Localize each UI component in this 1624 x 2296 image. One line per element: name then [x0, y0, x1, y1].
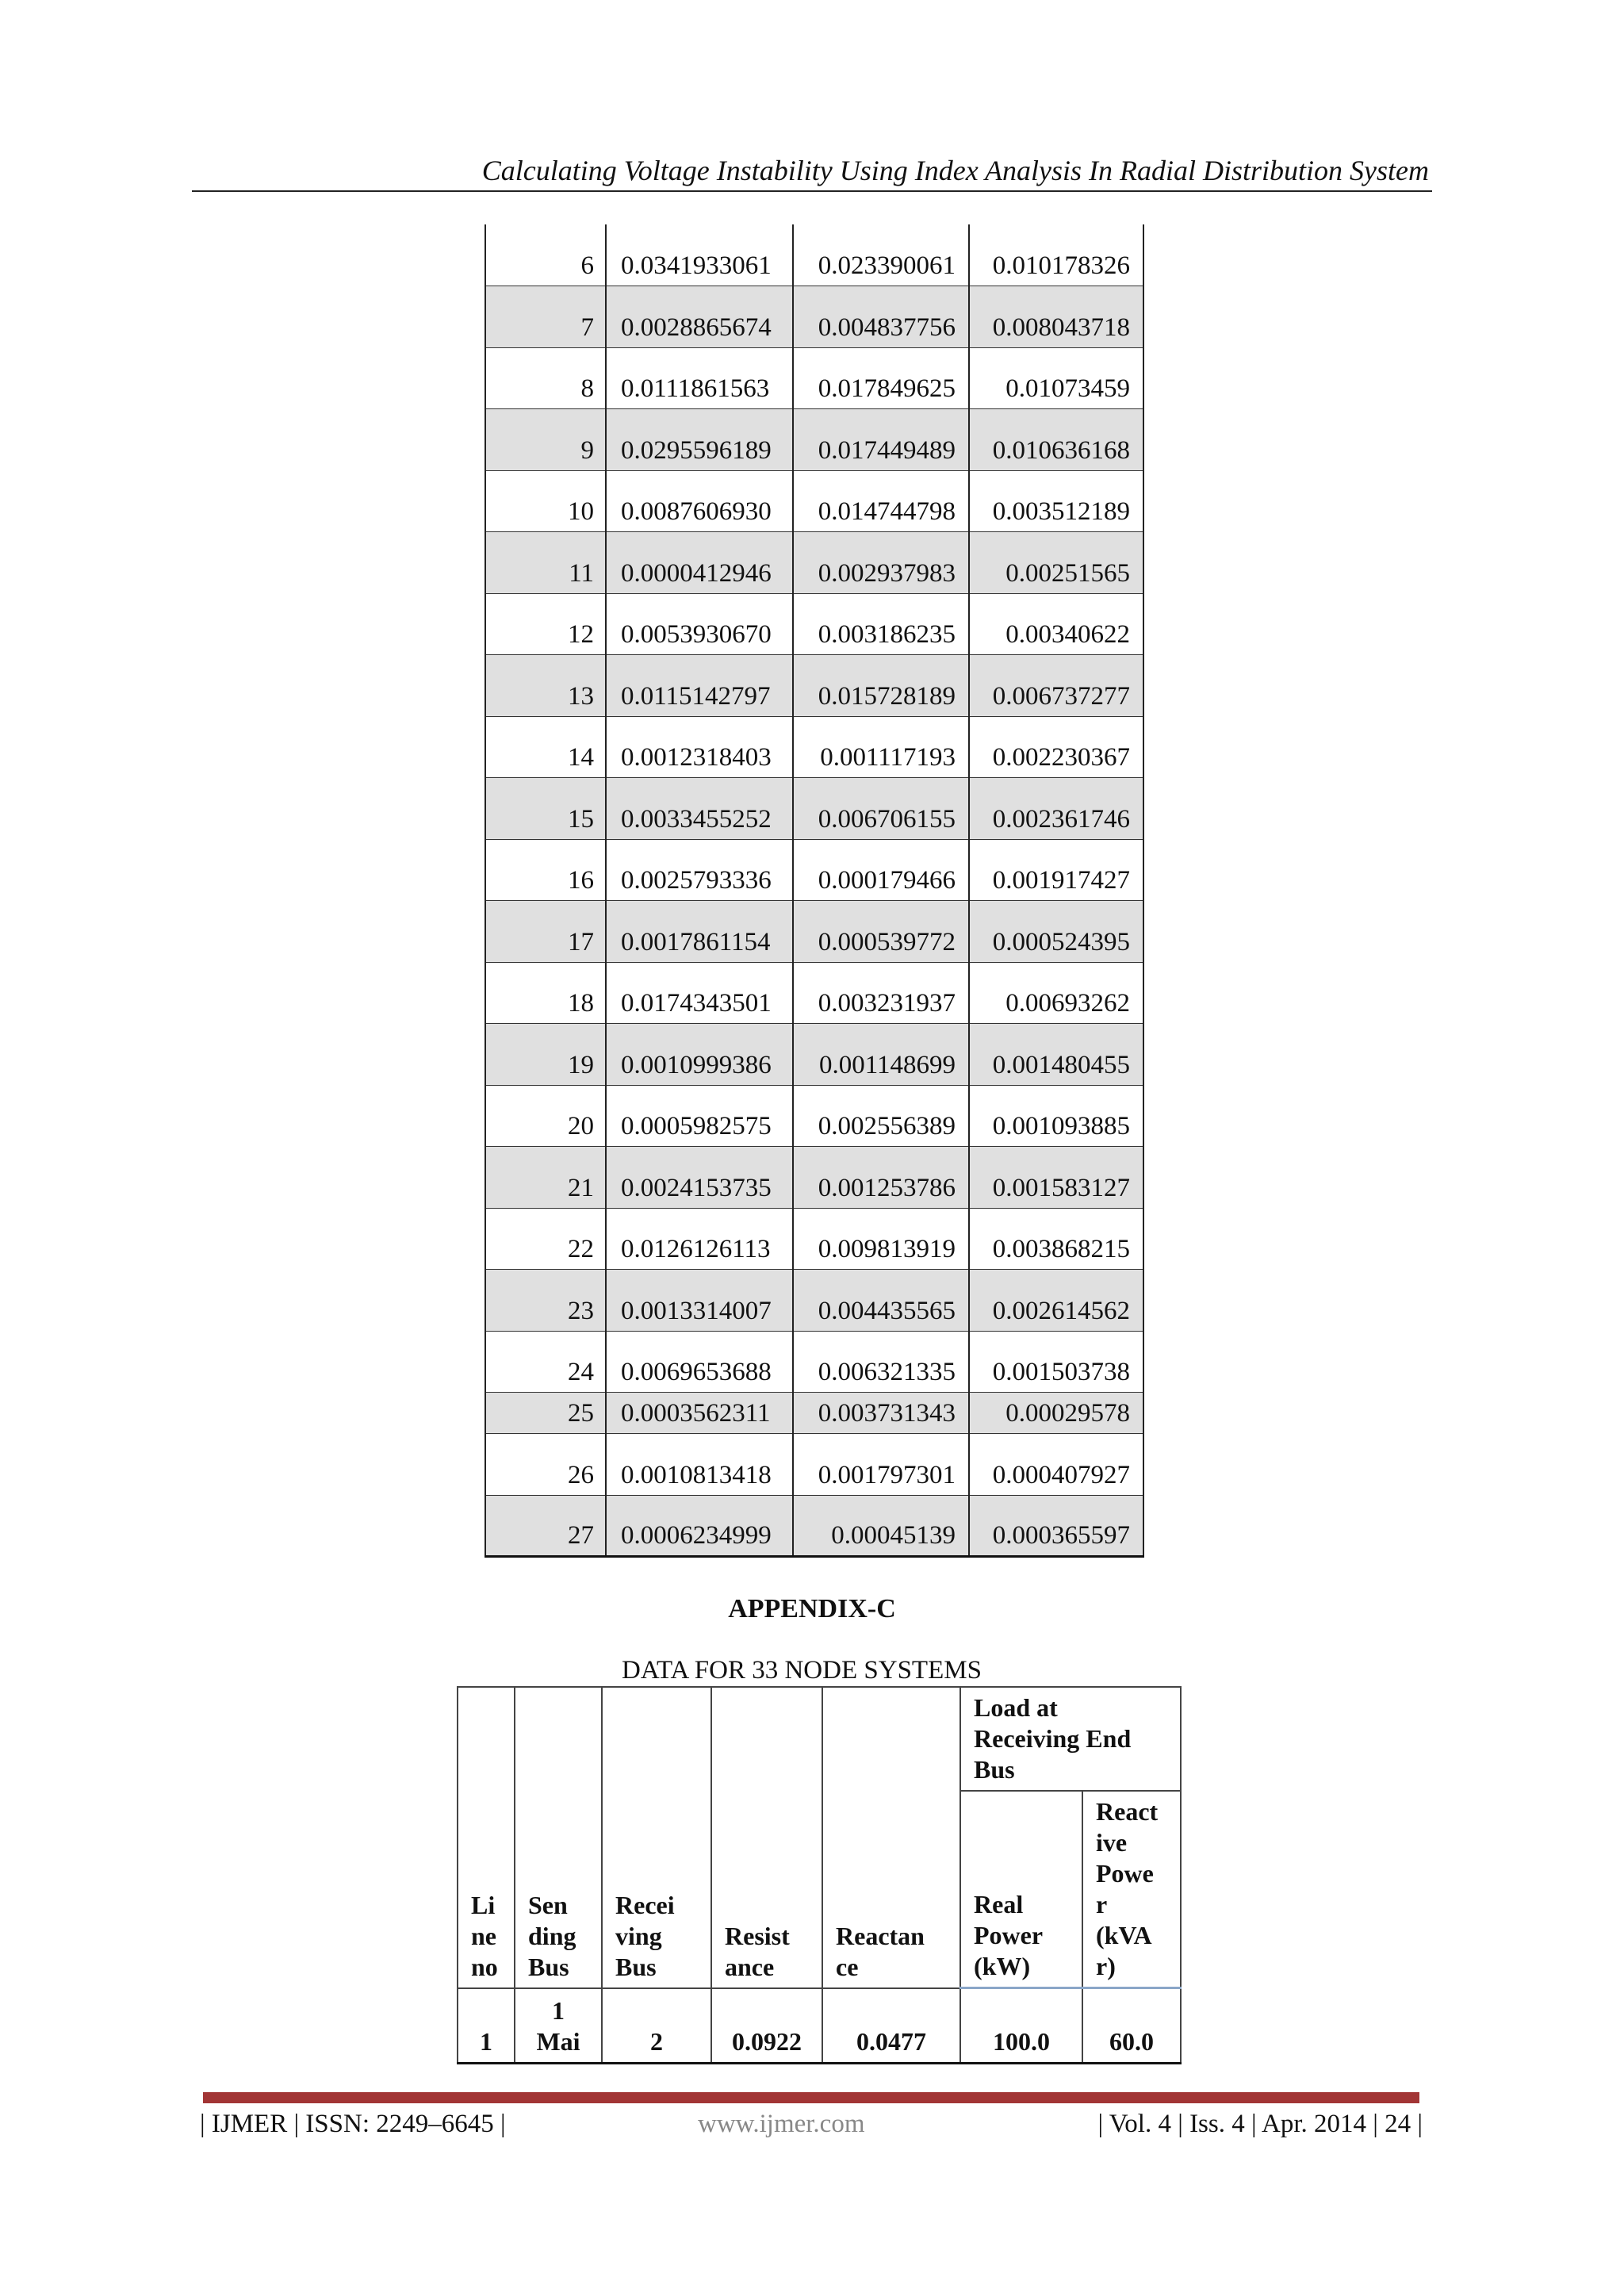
value-cell: 0.008043718 — [969, 286, 1143, 348]
cell-real-power: 100.0 — [960, 1988, 1082, 2064]
value-cell: 0.002361746 — [969, 778, 1143, 840]
value-cell: 0.0174343501 — [606, 962, 793, 1024]
node-system-data-table — [457, 1686, 1182, 2064]
value-cell: 0.006321335 — [793, 1331, 969, 1393]
table-row — [485, 901, 1143, 963]
table-row — [485, 1331, 1143, 1393]
value-cell: 0.001093885 — [969, 1085, 1143, 1147]
table-row — [485, 1024, 1143, 1086]
value-cell: 0.003731343 — [793, 1393, 969, 1434]
row-number-cell: 11 — [485, 532, 606, 594]
row-number-cell: 15 — [485, 778, 606, 840]
value-cell: 0.001917427 — [969, 839, 1143, 901]
row-number-cell: 8 — [485, 347, 606, 409]
value-cell: 0.0341933061 — [606, 224, 793, 286]
value-cell: 0.0010813418 — [606, 1434, 793, 1496]
value-cell: 0.0126126113 — [606, 1208, 793, 1270]
value-cell: 0.009813919 — [793, 1208, 969, 1270]
value-cell: 0.0012318403 — [606, 716, 793, 778]
cell-receiving-bus: 2 — [602, 1988, 711, 2064]
value-cell: 0.006706155 — [793, 778, 969, 840]
value-cell: 0.0003562311 — [606, 1393, 793, 1434]
value-cell: 0.001253786 — [793, 1147, 969, 1209]
row-number-cell: 12 — [485, 593, 606, 655]
value-cell: 0.000524395 — [969, 901, 1143, 963]
value-cell: 0.0025793336 — [606, 839, 793, 901]
header-line-no: Li ne no — [458, 1687, 515, 1988]
header-receiving-bus: Recei ving Bus — [602, 1687, 711, 1988]
table-row — [485, 655, 1143, 717]
running-title: Calculating Voltage Instability Using Index Analysis In Radial Distribution System — [481, 155, 1429, 186]
value-cell: 0.002614562 — [969, 1270, 1143, 1332]
value-cell: 0.0111861563 — [606, 347, 793, 409]
cell-reactance: 0.0477 — [822, 1988, 960, 2064]
appendix-title: APPENDIX-C — [728, 1594, 896, 1623]
value-cell: 0.003231937 — [793, 962, 969, 1024]
value-cell: 0.0053930670 — [606, 593, 793, 655]
value-cell: 0.00029578 — [969, 1393, 1143, 1434]
value-cell: 0.0010999386 — [606, 1024, 793, 1086]
value-cell: 0.015728189 — [793, 655, 969, 717]
table-caption: DATA FOR 33 NODE SYSTEMS — [622, 1656, 982, 1685]
value-cell: 0.003512189 — [969, 470, 1143, 532]
value-cell: 0.0087606930 — [606, 470, 793, 532]
row-number-cell: 10 — [485, 470, 606, 532]
row-number-cell: 9 — [485, 409, 606, 471]
value-cell: 0.01073459 — [969, 347, 1143, 409]
row-number-cell: 19 — [485, 1024, 606, 1086]
value-cell: 0.00693262 — [969, 962, 1143, 1024]
table-row — [485, 778, 1143, 840]
value-cell: 0.006737277 — [969, 655, 1143, 717]
table-row — [485, 470, 1143, 532]
value-cell: 0.004837756 — [793, 286, 969, 348]
header-sending-bus: Sen ding Bus — [515, 1687, 602, 1988]
value-cell: 0.000539772 — [793, 901, 969, 963]
cell-sending-bus: 1 Mai — [515, 1988, 602, 2064]
value-cell: 0.004435565 — [793, 1270, 969, 1332]
value-cell: 0.002937983 — [793, 532, 969, 594]
header-reactance: Reactan ce — [822, 1687, 960, 1988]
table-row — [485, 839, 1143, 901]
table-row — [485, 1085, 1143, 1147]
row-number-cell: 18 — [485, 962, 606, 1024]
table-row — [485, 593, 1143, 655]
row-number-cell: 21 — [485, 1147, 606, 1209]
table-row — [485, 347, 1143, 409]
value-cell: 0.001480455 — [969, 1024, 1143, 1086]
value-cell: 0.023390061 — [793, 224, 969, 286]
index-values-table — [485, 224, 1144, 1558]
value-cell: 0.0005982575 — [606, 1085, 793, 1147]
value-cell: 0.010636168 — [969, 409, 1143, 471]
table-row — [485, 409, 1143, 471]
value-cell: 0.001117193 — [793, 716, 969, 778]
value-cell: 0.00340622 — [969, 593, 1143, 655]
header-resistance: Resist ance — [711, 1687, 822, 1988]
row-number-cell: 14 — [485, 716, 606, 778]
value-cell: 0.001503738 — [969, 1331, 1143, 1393]
value-cell: 0.001797301 — [793, 1434, 969, 1496]
value-cell: 0.0069653688 — [606, 1331, 793, 1393]
cell-reactive-power: 60.0 — [1082, 1988, 1181, 2064]
value-cell: 0.0295596189 — [606, 409, 793, 471]
row-number-cell: 7 — [485, 286, 606, 348]
row-number-cell: 17 — [485, 901, 606, 963]
value-cell: 0.014744798 — [793, 470, 969, 532]
table-row — [485, 224, 1143, 286]
value-cell: 0.017449489 — [793, 409, 969, 471]
row-number-cell: 27 — [485, 1495, 606, 1557]
table-row — [485, 1208, 1143, 1270]
cell-line-no: 1 — [458, 1988, 515, 2064]
value-cell: 0.001148699 — [793, 1024, 969, 1086]
table-row — [485, 286, 1143, 348]
table-row — [485, 1434, 1143, 1496]
value-cell: 0.002556389 — [793, 1085, 969, 1147]
value-cell: 0.0115142797 — [606, 655, 793, 717]
row-number-cell: 20 — [485, 1085, 606, 1147]
value-cell: 0.0024153735 — [606, 1147, 793, 1209]
footer-website-link[interactable]: www.ijmer.com — [698, 2110, 865, 2138]
value-cell: 0.00045139 — [793, 1495, 969, 1557]
cell-resistance: 0.0922 — [711, 1988, 822, 2064]
value-cell: 0.0006234999 — [606, 1495, 793, 1557]
table-row — [485, 962, 1143, 1024]
value-cell: 0.00251565 — [969, 532, 1143, 594]
table-row — [485, 1270, 1143, 1332]
value-cell: 0.003868215 — [969, 1208, 1143, 1270]
row-number-cell: 24 — [485, 1331, 606, 1393]
header-load: Load at Receiving End Bus — [960, 1687, 1181, 1791]
header-rule — [192, 190, 1432, 192]
table-row — [485, 1495, 1143, 1557]
value-cell: 0.001583127 — [969, 1147, 1143, 1209]
value-cell: 0.0033455252 — [606, 778, 793, 840]
header-real-power: Real Power (kW) — [960, 1791, 1082, 1988]
row-number-cell: 13 — [485, 655, 606, 717]
row-number-cell: 22 — [485, 1208, 606, 1270]
table-row — [485, 1147, 1143, 1209]
value-cell: 0.0000412946 — [606, 532, 793, 594]
footer-journal-info: | IJMER | ISSN: 2249–6645 | — [200, 2110, 506, 2138]
row-number-cell: 23 — [485, 1270, 606, 1332]
value-cell: 0.0013314007 — [606, 1270, 793, 1332]
value-cell: 0.000407927 — [969, 1434, 1143, 1496]
value-cell: 0.003186235 — [793, 593, 969, 655]
row-number-cell: 6 — [485, 224, 606, 286]
header-reactive-power: React ive Powe r (kVA r) — [1082, 1791, 1181, 1988]
table-row — [485, 532, 1143, 594]
footer-issue-info: | Vol. 4 | Iss. 4 | Apr. 2014 | 24 | — [1097, 2110, 1423, 2138]
row-number-cell: 26 — [485, 1434, 606, 1496]
value-cell: 0.000365597 — [969, 1495, 1143, 1557]
value-cell: 0.0017861154 — [606, 901, 793, 963]
row-number-cell: 25 — [485, 1393, 606, 1434]
value-cell: 0.0028865674 — [606, 286, 793, 348]
table-row — [485, 716, 1143, 778]
value-cell: 0.000179466 — [793, 839, 969, 901]
table-row — [485, 1393, 1143, 1434]
value-cell: 0.017849625 — [793, 347, 969, 409]
value-cell: 0.010178326 — [969, 224, 1143, 286]
footer-rule — [203, 2092, 1419, 2103]
value-cell: 0.002230367 — [969, 716, 1143, 778]
row-number-cell: 16 — [485, 839, 606, 901]
